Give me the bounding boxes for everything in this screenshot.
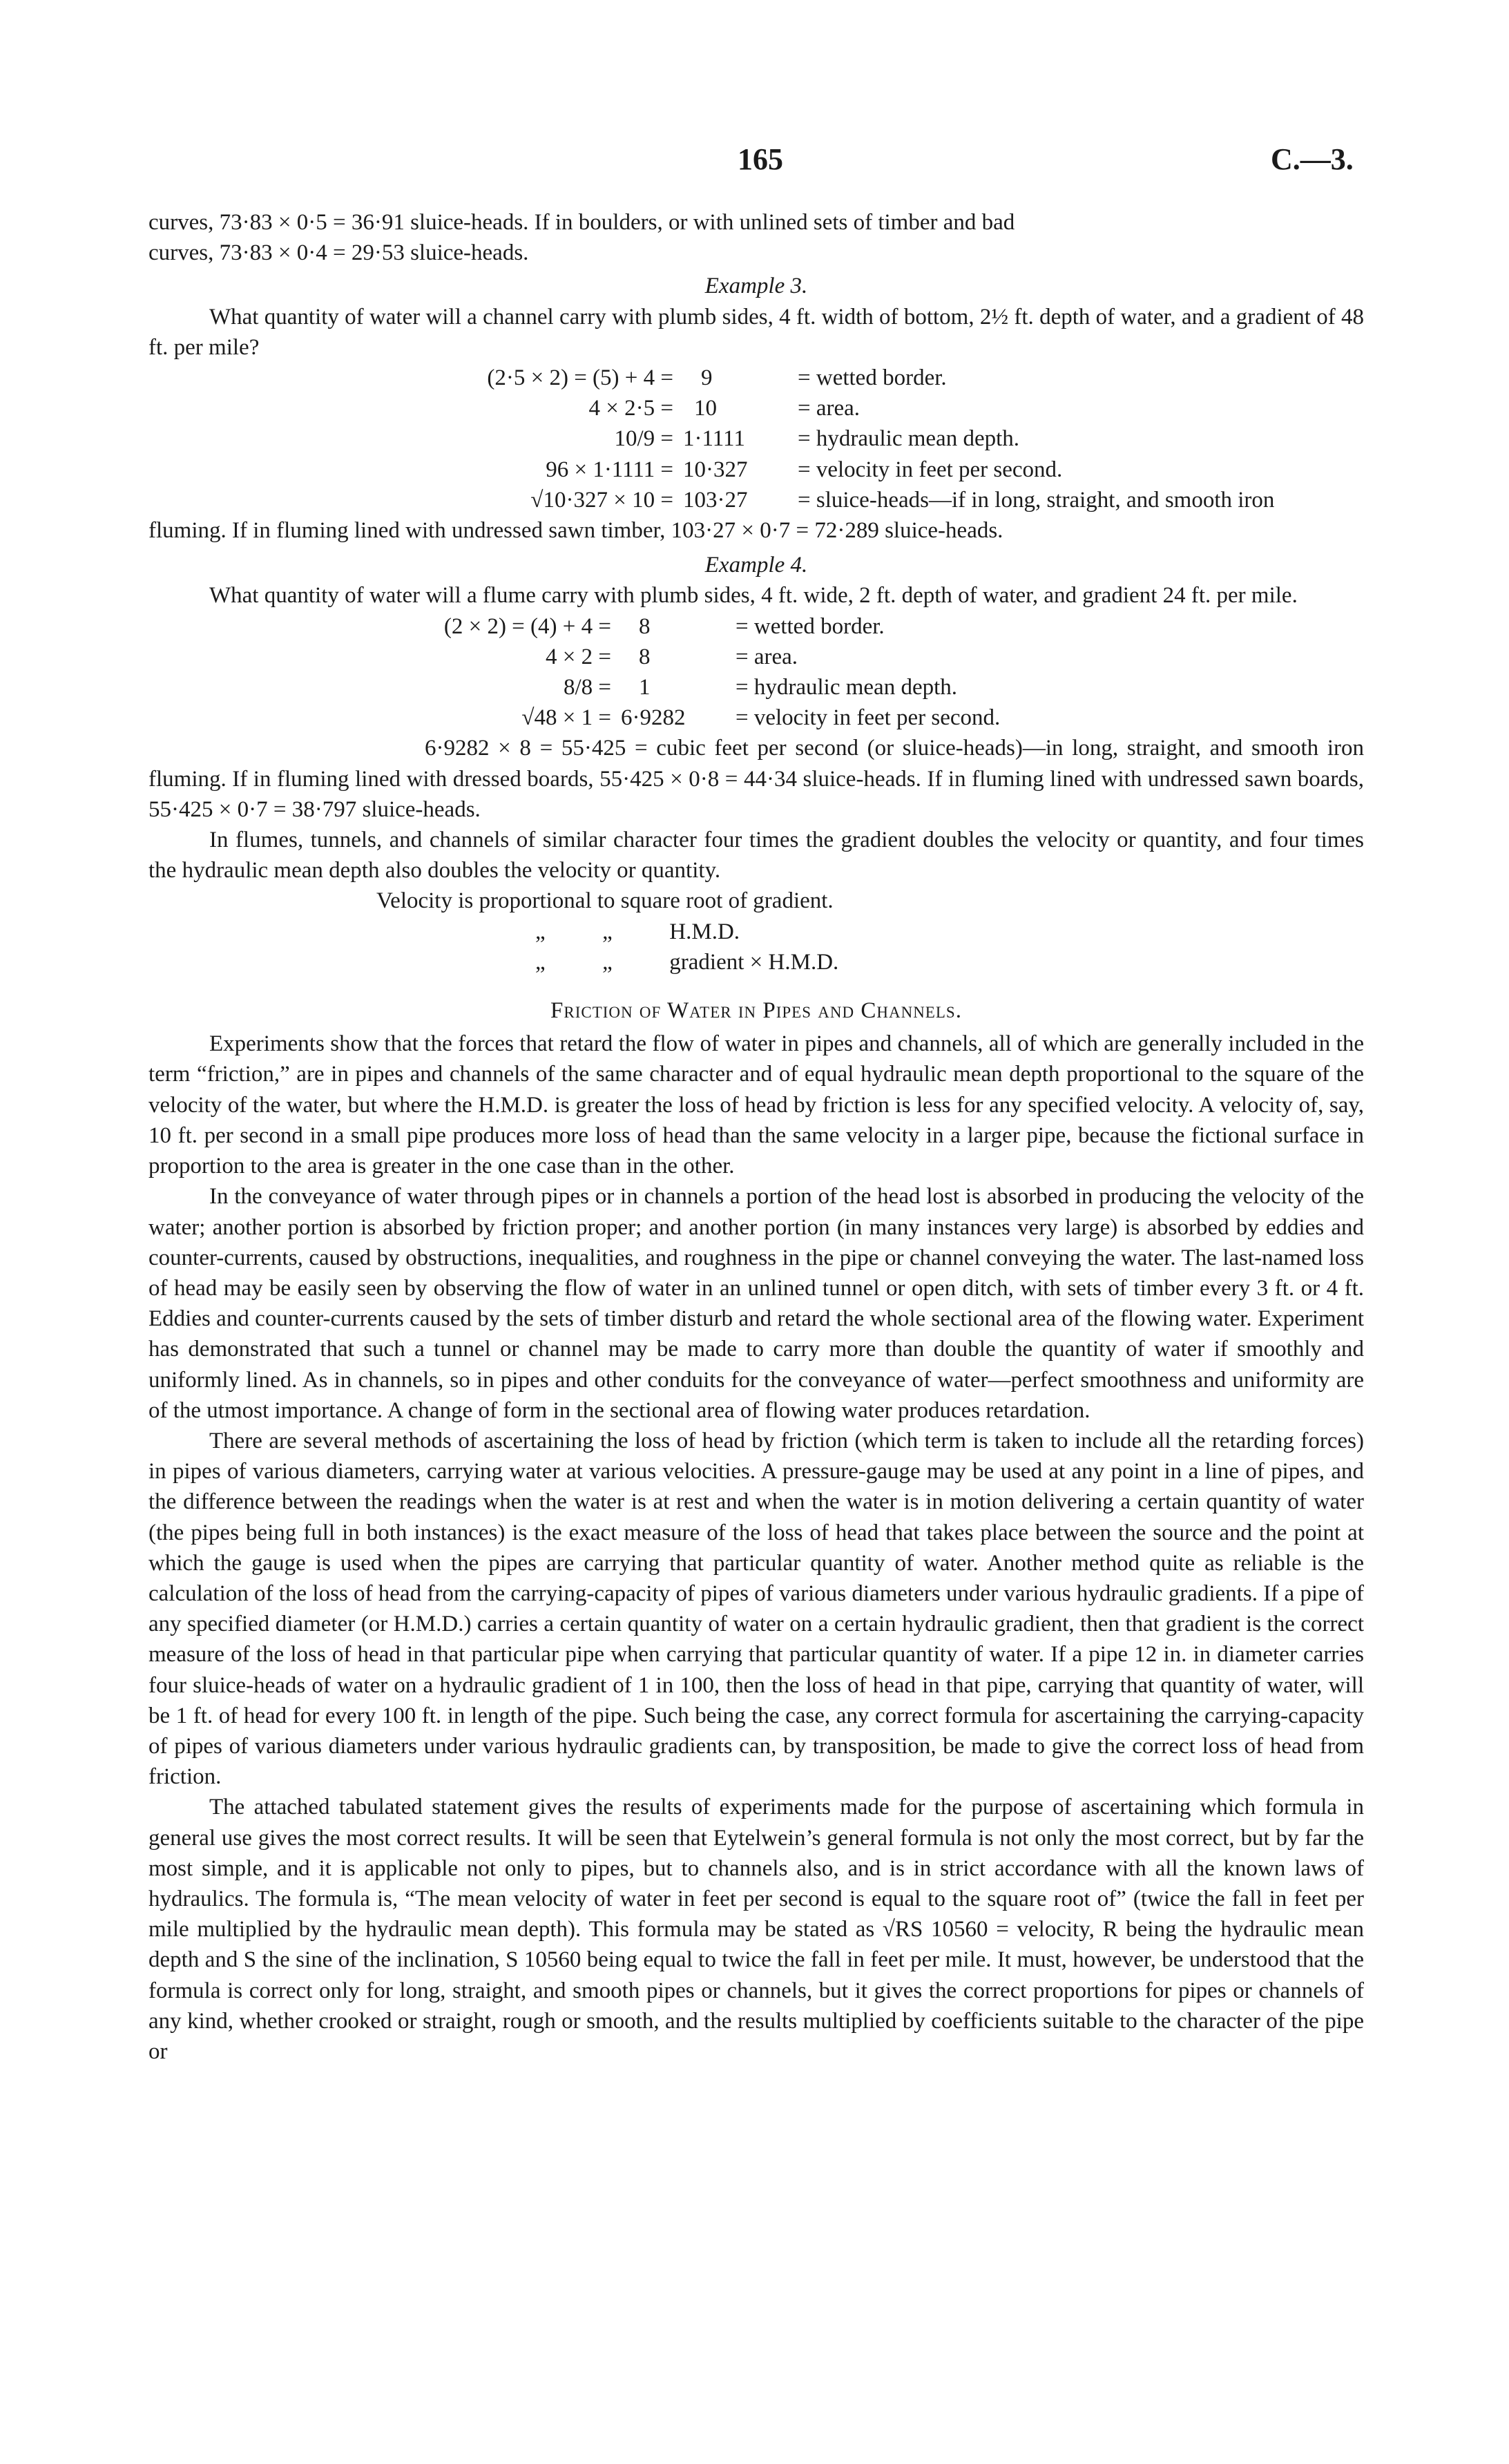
equation-row [148,611,1364,642]
section-paragraph: The attached tabulated statement gives the results of experiments made for the purpose of ascertaining which formula in general use gives the most correct results. It will be seen that Eytelwein’s general formula is not only the most correct, but by far the most simple, and it is applicable not only to pipes, but to channels also, and is in strict accordance with all the known laws of hydraulics. The formula is, “The mean velocity of water in feet per second is equal to the square root of” (twice the fall in feet per mile multiplied by the hydraulic mean depth). This formula may be stated as √RS 10560 = velocity, R being the hydraulic mean depth and S the sine of the inclination, S 10560 being equal to twice the fall in feet per mile. It must, however, be understood that the formula is correct only for long, straight, and smooth pipes or channels, but it gives the correct proportions for pipes or channels of any kind, whether crooked or straight, rough or smooth, and the results multiplied by coefficients suitable to the character of the pipe or [148,1795,1364,2064]
example-3-equations [148,363,1364,515]
example-4-equations [148,611,1364,734]
intro-line: curves, 73·83 × 0·5 = 36·91 sluice-heads. If in boulders, or with unlined sets of timber and bad [148,210,1015,235]
example-4-paragraph: In flumes, tunnels, and channels of similar character four times the gradient doubles the velocity or quantity, and four times the hydraulic mean depth also doubles the velocity or quantity. [148,828,1364,884]
equation-value: 1 [639,675,651,700]
equation-lhs: √10·327 × 10 = [530,487,673,513]
equation-row [148,642,1364,672]
equation-row [148,363,1364,393]
equation-value: 8 [639,613,651,639]
example-3-question: What quantity of water will a channel carry with plumb sides, 4 ft. width of bottom, 2½ ft. depth of water, and a gradient of 48 ft. per mile? [148,304,1364,360]
proportion-line: „ „ gradient × H.M.D. [535,949,839,975]
section-title: Friction of Water in Pipes and Channels. [550,998,962,1024]
equation-meaning: = hydraulic mean depth. [736,675,958,700]
intro-line: curves, 73·83 × 0·4 = 29·53 sluice-heads. [148,240,529,266]
equation-meaning: = sluice-heads—if in long, straight, and smooth iron [798,487,1275,513]
document-code: C.—3. [1271,142,1354,176]
equation-lhs: 10/9 = [614,426,673,452]
equation-meaning: = wetted border. [798,365,947,391]
page-number: 165 [738,142,783,176]
equation-value: 1·1111 [683,426,745,452]
section-paragraph: In the conveyance of water through pipes or in channels a portion of the head lost is absorbed in producing the velocity of the water; another portion is absorbed by friction proper; and another portion (in many instances very large) is absorbed by eddies and counter-currents, caused by obstructions, inequalities, and roughness in the pipe or channel conveying the water. The last-named loss of head may be easily seen by observing the flow of water in an unlined tunnel or open ditch, with sets of timber every 3 ft. or 4 ft. Eddies and counter-currents caused by the sets of timber disturb and retard the whole sectional area of the flowing water. Experiment has demonstrated that such a tunnel or channel may be made to carry more than double the quantity of water if smoothly and uniformly lined. As in channels, so in pipes and other conduits for the conveyance of water—perfect smoothness and uniformity are of the utmost importance. A change of form in the sectional area of flowing water produces retardation. [148,1184,1364,1423]
equation-meaning: = velocity in feet per second. [736,705,1001,731]
equation-lhs: 4 × 2 = [546,644,611,669]
equation-value: 8 [639,644,651,669]
equation-row [148,393,1364,423]
equation-row [148,485,1364,515]
equation-meaning: = hydraulic mean depth. [798,426,1020,452]
equation-lhs: 96 × 1·1111 = [546,457,673,482]
proportion-line: Velocity is proportional to square root of gradient. [376,888,834,914]
equation-value: 9 [701,365,713,391]
equation-meaning: = wetted border. [736,613,885,639]
equation-meaning: = area. [736,644,798,669]
example-3-tail: fluming. If in fluming lined with undressed sawn timber, 103·27 × 0·7 = 72·289 sluice-heads. [148,518,1003,544]
proportion-line: „ „ H.M.D. [535,919,740,944]
example-4-title: Example 4. [704,553,808,578]
equation-meaning: = velocity in feet per second. [798,457,1063,482]
section-paragraph: Experiments show that the forces that retard the flow of water in pipes and channels, all of which are generally included in the term “friction,” are in pipes and channels of the same character and of equal hydraulic mean depth proportional to the square of the velocity of the water, but where the H.M.D. is greater the loss of head by friction is less for any specified velocity. A velocity of, say, 10 ft. per second in a small pipe produces more loss of head than the same velocity in a larger pipe, because the fictional surface in proportion to the area is greater in the one case than in the other. [148,1031,1364,1179]
equation-value: 10·327 [683,457,748,482]
equation-row [148,455,1364,485]
equation-lhs: (2·5 × 2) = (5) + 4 = [487,365,673,391]
equation-value: 6·9282 [621,705,686,731]
equation-row [148,672,1364,703]
body-text [148,207,1364,2067]
equation-row [148,703,1364,733]
example-4-tail: 6·9282 × 8 = 55·425 = cubic feet per second (or sluice-heads)—in long, straight, and smooth iron fluming. If in fluming lined with dressed boards, 55·425 × 0·8 = 44·34 sluice-heads. If in fluming lined with undressed sawn boards, 55·425 × 0·7 = 38·797 sluice-heads. [148,736,1364,822]
section-paragraph: There are several methods of ascertaining the loss of head by friction (which term is taken to include all the retarding forces) in pipes of various diameters, carrying water at various velocities. A pressure-gauge may be used at any point in a line of pipes, and the difference between the readings when the water is at rest and when the water is in motion delivering a certain quantity of water (the pipes being full in both instances) is the exact measure of the loss of head that takes place between the source and the point at which the gauge is used when the pipes are carrying that particular quantity of water. Another method quite as reliable is the calculation of the loss of head from the carrying-capacity of pipes of various diameters under various hydraulic gradients. If a pipe of any specified diameter (or H.M.D.) carries a certain quantity of water on a certain hydraulic gradient, then that gradient is the correct measure of the loss of head in that particular pipe when carrying that particular quantity of water. If a pipe 12 in. in diameter carries four sluice-heads of water on a hydraulic gradient of 1 in 100, then the loss of head in that pipe, carrying that quantity of water, will be 1 ft. of head for every 100 ft. in length of the pipe. Such being the case, any correct formula for ascertaining the carrying-capacity of pipes of various diameters under various hydraulic gradients can, by transposition, be made to give the correct loss of head from friction. [148,1428,1364,1790]
equation-value: 10 [694,396,717,421]
equation-value: 103·27 [683,487,748,513]
equation-row [148,423,1364,454]
example-3-title: Example 3. [704,274,808,299]
equation-lhs: (2 × 2) = (4) + 4 = [443,613,611,639]
example-4-question: What quantity of water will a flume carry with plumb sides, 4 ft. wide, 2 ft. depth of water, and gradient 24 ft. per mile. [209,583,1298,609]
equation-meaning: = area. [798,396,861,421]
equation-lhs: √48 × 1 = [521,705,611,731]
equation-lhs: 4 × 2·5 = [588,396,673,421]
equation-lhs: 8/8 = [563,675,611,700]
